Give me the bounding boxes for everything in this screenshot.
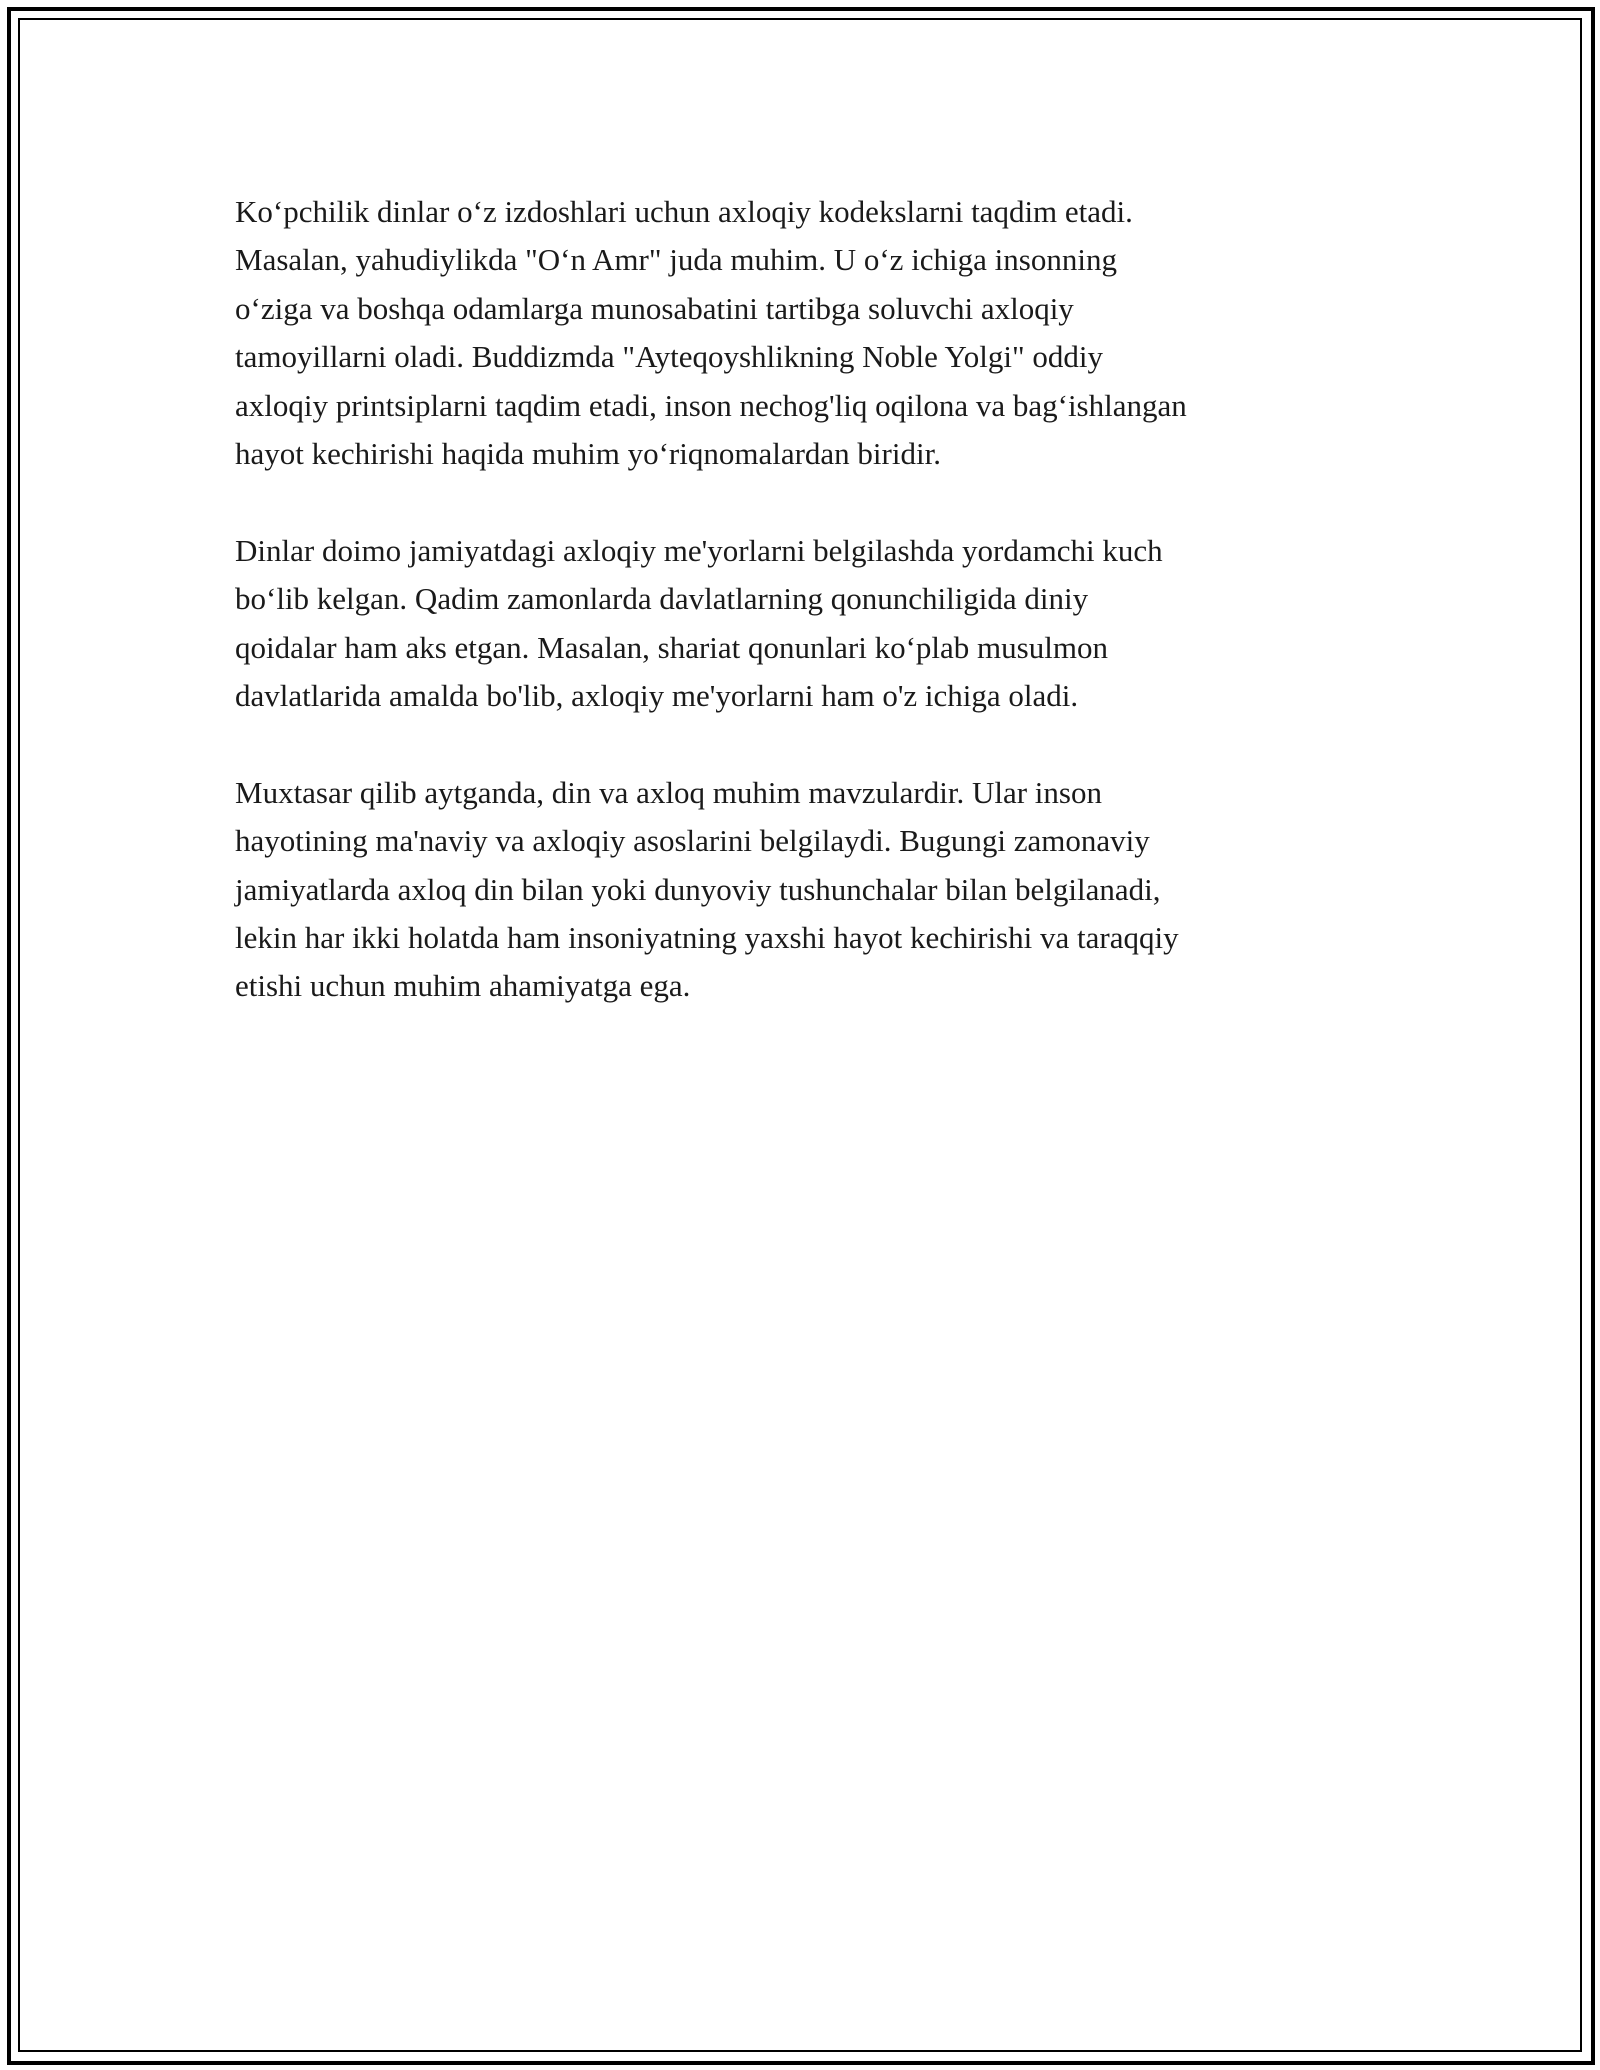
text-line: davlatlarida amalda bo'lib, axloqiy me'yorlarni ham o'z ichiga oladi. bbox=[235, 678, 1079, 714]
text-line: o‘ziga va boshqa odamlarga munosabatini tartibga soluvchi axloqiy bbox=[235, 290, 1074, 326]
paragraph-1 bbox=[235, 188, 1385, 478]
document-body bbox=[235, 188, 1385, 1059]
text-line: jamiyatlarda axloq din bilan yoki dunyoviy tushunchalar bilan belgilanadi, bbox=[235, 871, 1161, 907]
text-line: lekin har ikki holatda ham insoniyatning yaxshi hayot kechirishi va taraqqiy bbox=[235, 920, 1179, 956]
paragraph-2 bbox=[235, 527, 1385, 721]
text-line: etishi uchun muhim ahamiyatga ega. bbox=[235, 968, 691, 1004]
text-line: hayotining ma'naviy va axloqiy asoslarini belgilaydi. Bugungi zamonaviy bbox=[235, 823, 1150, 859]
text-line: bo‘lib kelgan. Qadim zamonlarda davlatlarning qonunchiligida diniy bbox=[235, 581, 1089, 617]
paragraph-3 bbox=[235, 769, 1385, 1011]
text-line: qoidalar ham aks etgan. Masalan, shariat qonunlari ko‘plab musulmon bbox=[235, 629, 1108, 665]
text-line: Muxtasar qilib aytganda, din va axloq muhim mavzulardir. Ular inson bbox=[235, 774, 1102, 810]
text-line: Ko‘pchilik dinlar o‘z izdoshlari uchun axloqiy kodekslarni taqdim etadi. bbox=[235, 194, 1133, 229]
text-line: hayot kechirishi haqida muhim yo‘riqnomalardan biridir. bbox=[235, 436, 941, 472]
text-line: Dinlar doimo jamiyatdagi axloqiy me'yorlarni belgilashda yordamchi kuch bbox=[235, 532, 1163, 568]
text-line: axloqiy printsiplarni taqdim etadi, inson nechog'liq oqilona va bag‘ishlangan bbox=[235, 387, 1187, 423]
text-line: Masalan, yahudiylikda "O‘n Amr" juda muhim. U o‘z ichiga insonning bbox=[235, 242, 1117, 278]
text-line: tamoyillarni oladi. Buddizmda "Ayteqoyshlikning Noble Yolgi" oddiy bbox=[235, 339, 1104, 375]
